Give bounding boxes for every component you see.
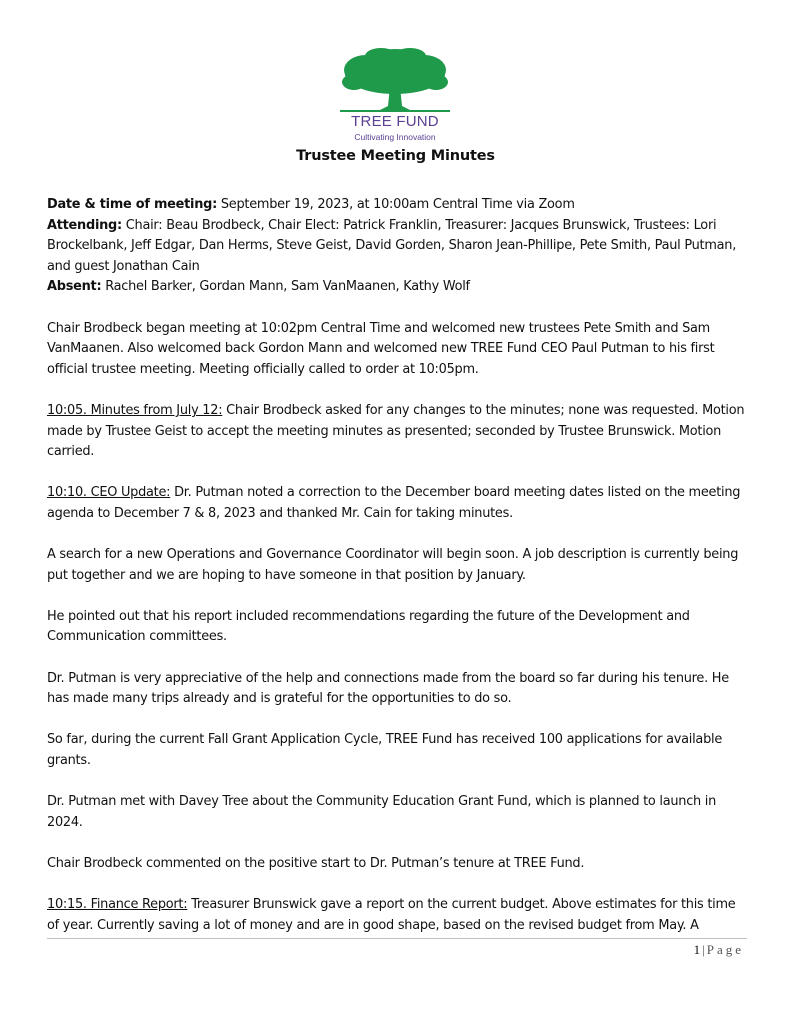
ceo-update-text: Dr. Putman noted a correction to the December board meeting dates listed on the meeting agenda to December 7 & 8, 2023 and thanked Mr. Cain for taking minutes.	[47, 485, 741, 521]
attending-label: Attending:	[47, 217, 122, 233]
grants-paragraph: So far, during the current Fall Grant Application Cycle, TREE Fund has received 100 applications for available grants.	[47, 732, 723, 769]
finance-heading: 10:15. Finance Report:	[47, 897, 188, 913]
ceo-update-heading: 10:10. CEO Update:	[47, 485, 171, 501]
appreciative-paragraph: Dr. Putman is very appreciative of the help and connections made from the board so far during his tenure. He has made many trips already and is grateful for the opportunities to do so.	[47, 670, 729, 707]
footer-divider	[47, 938, 747, 939]
meeting-date-line	[47, 195, 747, 216]
absent-value: Rachel Barker, Gordan Mann, Sam VanMaanen, Kathy Wolf	[101, 279, 470, 295]
logo-tagline: Cultivating Innovation	[354, 132, 436, 142]
minutes-heading: 10:05. Minutes from July 12:	[47, 402, 223, 418]
minutes-text: Chair Brodbeck asked for any changes to the minutes; none was requested. Motion made by Trustee Geist to accept the meeting minutes as presented; seconded by Trustee Brunswick. Motion carried.	[47, 402, 745, 460]
davey-paragraph: Dr. Putman met with Davey Tree about the Community Education Grant Fund, which is planned to launch in 2024.	[47, 794, 717, 830]
opening-paragraph: Chair Brodbeck began meeting at 10:02pm Central Time and welcomed new trustees Pete Smith and Sam VanMaanen. Also welcomed back Gordon Mann and welcomed new TREE Fund CEO Paul Putman to his first official trustee meeting. Meeting officially called to order at 10:05pm.	[47, 320, 715, 377]
report-paragraph: He pointed out that his report included recommendations regarding the future of the Development and Communication committees.	[47, 608, 690, 645]
page-title: Trustee Meeting Minutes	[296, 148, 495, 164]
tree-fund-logo	[336, 48, 454, 148]
page-separator: |	[702, 942, 705, 957]
absent-line	[47, 277, 747, 298]
ceo-update-section	[47, 483, 747, 524]
date-label: Date & time of meeting:	[47, 197, 218, 212]
finance-text: Treasurer Brunswick gave a report on the current budget. Above estimates for this time of year. Currently saving a lot of money and are in good shape, based on the revised budget from May. A	[47, 897, 736, 933]
attending-line	[47, 216, 747, 278]
chair-comment-paragraph: Chair Brodbeck commented on the positive start to Dr. Putman’s tenure at TREE Fund.	[47, 856, 585, 871]
search-paragraph: A search for a new Operations and Governance Coordinator will begin soon. A job description is currently being put together and we are hoping to have someone in that position by January.	[47, 547, 739, 583]
absent-label: Absent:	[47, 279, 102, 295]
minutes-section	[47, 401, 747, 463]
page-number: 1	[693, 942, 701, 957]
attending-value: Chair: Beau Brodbeck, Chair Elect: Patrick Franklin, Treasurer: Jacques Brunswick, Trustees: Lori Brockelbank, Jeff Edgar, Dan Herms, Steve Geist, David Gorden, Sharon Jean-Phillipe, Pete Smith, Paul Putman, and guest Jonathan Cain	[47, 217, 737, 274]
page-label: Page	[706, 942, 744, 957]
tree-icon	[336, 48, 454, 114]
page-footer	[694, 942, 744, 958]
date-value: September 19, 2023, at 10:00am Central Time via Zoom	[217, 197, 575, 212]
minutes-body	[47, 195, 747, 936]
logo-name: TREE FUND	[351, 113, 439, 130]
finance-section	[47, 895, 747, 936]
